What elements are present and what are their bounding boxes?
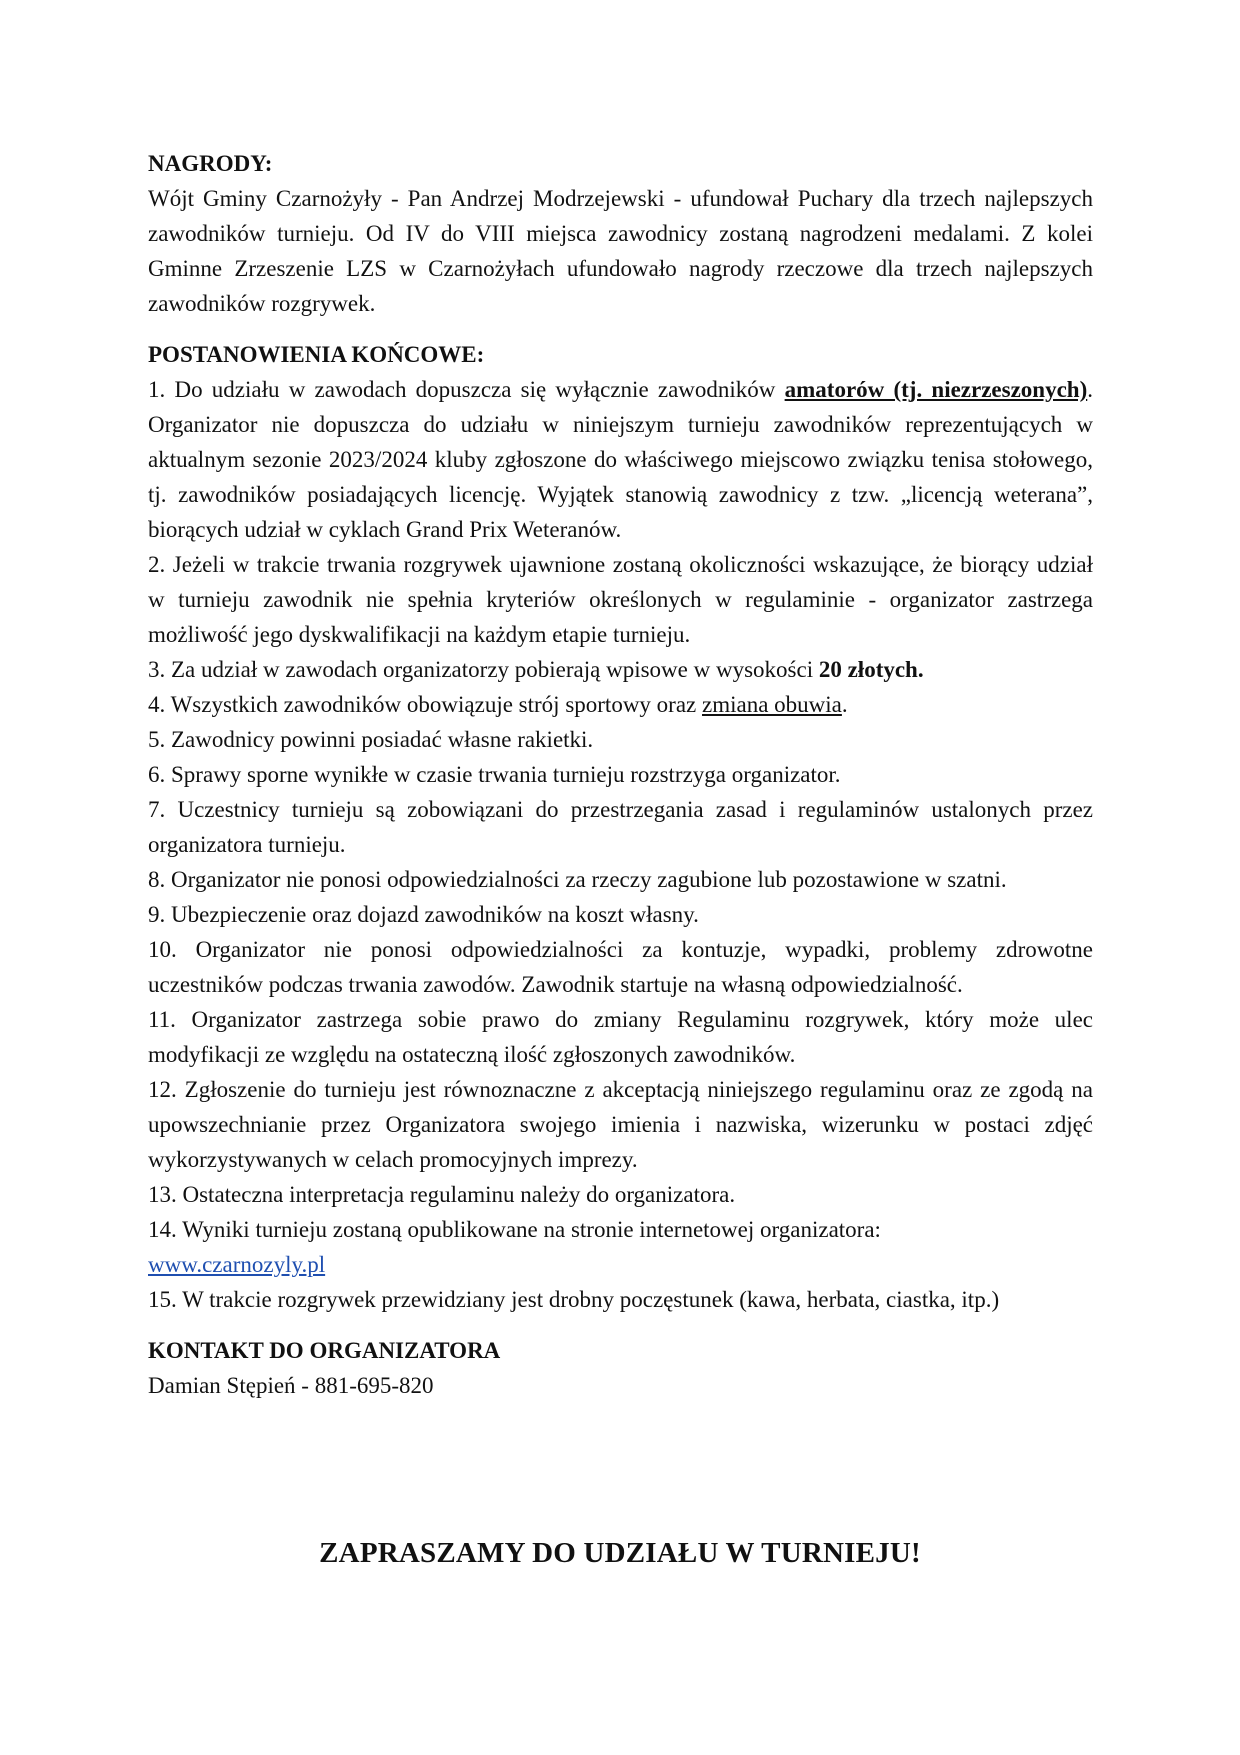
provision-item-14 [148,1212,1093,1282]
provision-item-2: 2. Jeżeli w trakcie trwania rozgrywek ujawnione zostaną okoliczności wskazujące, że biorący udział w turnieju zawodnik nie spełnia kryteriów określonych w regulaminie - organizator zastrzega możliwość jego dyskwalifikacji na każdym etapie turnieju. [148,552,1093,647]
provision-item-1 [148,372,1093,547]
provision-item-4 [148,687,1093,722]
document-body [148,146,1093,1403]
provision-item-1-post: . Organizator nie dopuszcza do udziału w niniejszym turnieju zawodników reprezentujących w aktualnym sezonie 2023/2024 kluby zgłoszone do właściwego miejscowo związku tenisa stołowego, tj. zawodników posiadających licencję. Wyjątek stanowią zawodnicy z tzw. „licencją weterana”, biorących udział w cyklach Grand Prix Weteranów. [148,377,1093,542]
contact-heading: KONTAKT DO ORGANIZATORA [148,1338,501,1363]
provision-item-14-text: 14. Wyniki turnieju zostaną opublikowane na stronie internetowej organizatora: [148,1217,881,1242]
prizes-text: Wójt Gminy Czarnożyły - Pan Andrzej Modrzejewski - ufundował Puchary dla trzech najlepszych zawodników turnieju. Od IV do VIII miejsca zawodnicy zostaną nagrodzeni medalami. Z kolei Gminne Zrzeszenie LZS w Czarnożyłach ufundowało nagrody rzeczowe dla trzech najlepszych zawodników rozgrywek. [148,186,1093,316]
provision-item-1-pre: 1. Do udziału w zawodach dopuszcza się wyłącznie zawodników [148,377,785,402]
provision-item-5: 5. Zawodnicy powinni posiadać własne rakietki. [148,727,594,752]
provision-item-9: 9. Ubezpieczenie oraz dojazd zawodników na koszt własny. [148,902,699,927]
prizes-heading: NAGRODY: [148,151,273,176]
organizer-website-link[interactable]: www.czarnozyly.pl [148,1252,326,1277]
provision-item-11: 11. Organizator zastrzega sobie prawo do zmiany Regulaminu rozgrywek, który może ulec modyfikacji ze względu na ostateczną ilość zgłoszonych zawodników. [148,1007,1093,1067]
provision-item-4-pre: 4. Wszystkich zawodników obowiązuje strój sportowy oraz [148,692,703,717]
provision-item-7: 7. Uczestnicy turnieju są zobowiązani do przestrzegania zasad i regulaminów ustalonych przez organizatora turnieju. [148,797,1093,857]
provision-item-4-post: . [841,692,848,717]
section-gap [148,1317,1093,1333]
amateurs-emphasis: amatorów (tj. niezrzeszonych) [784,377,1088,402]
final-provisions-heading: POSTANOWIENIA KOŃCOWE: [148,342,485,367]
provision-item-8: 8. Organizator nie ponosi odpowiedzialności za rzeczy zagubione lub pozostawione w szatni. [148,867,1007,892]
section-gap [148,321,1093,337]
provision-item-6: 6. Sprawy sporne wynikłe w czasie trwania turnieju rozstrzyga organizator. [148,762,841,787]
provision-item-15: 15. W trakcie rozgrywek przewidziany jest drobny poczęstunek (kawa, herbata, ciastka, itp.) [148,1287,1000,1312]
provision-item-3 [148,652,1093,687]
provision-item-12: 12. Zgłoszenie do turnieju jest równoznaczne z akceptacją niniejszego regulaminu oraz ze zgodą na upowszechnianie przez Organizatora swojego imienia i nazwiska, wizerunku w postaci zdjęć wykorzystywanych w celach promocyjnych imprezy. [148,1077,1093,1172]
provision-item-10: 10. Organizator nie ponosi odpowiedzialności za kontuzje, wypadki, problemy zdrowotne uczestników podczas trwania zawodów. Zawodnik startuje na własną odpowiedzialność. [148,937,1093,997]
shoe-change-emphasis: zmiana obuwia [702,692,842,717]
entry-fee-emphasis: 20 złotych. [818,657,924,682]
contact-text: Damian Stępień - 881-695-820 [148,1373,434,1398]
provision-item-13: 13. Ostateczna interpretacja regulaminu należy do organizatora. [148,1182,736,1207]
provision-item-3-pre: 3. Za udział w zawodach organizatorzy pobierają wpisowe w wysokości [148,657,819,682]
closing-invitation: ZAPRASZAMY DO UDZIAŁU W TURNIEJU! [319,1537,921,1569]
